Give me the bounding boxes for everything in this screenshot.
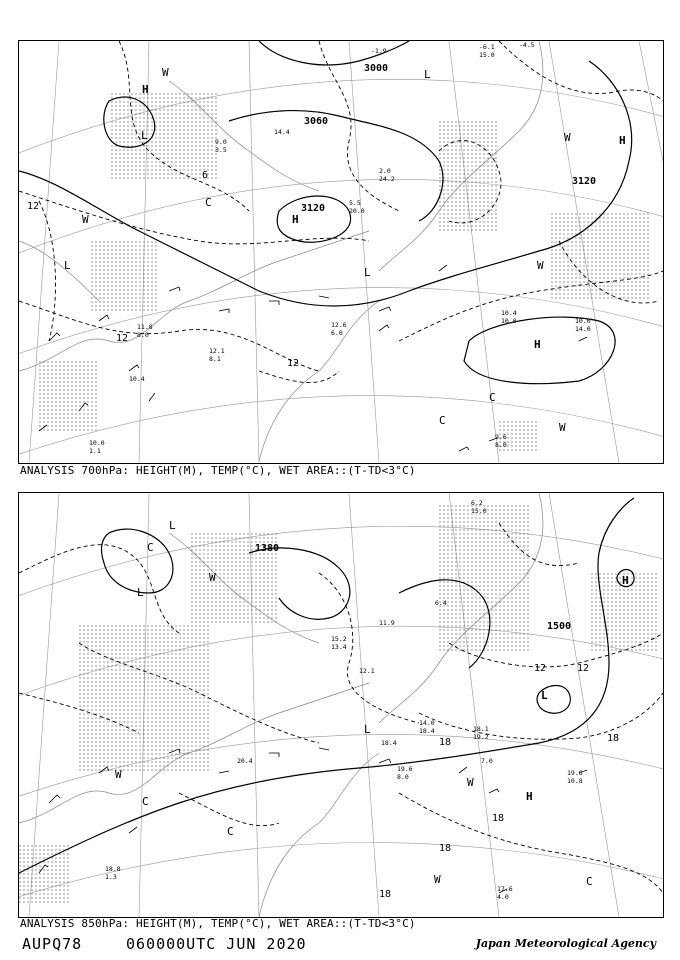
high-mark: H (526, 790, 533, 803)
high-mark: H (534, 338, 541, 351)
station-value: 17.6 (497, 885, 513, 893)
station-value: 12.1 (209, 347, 225, 355)
low-mark: L (137, 586, 144, 599)
warm-mark: W (537, 259, 544, 272)
warm-mark: W (162, 66, 169, 79)
warm-mark: W (82, 213, 89, 226)
wet-area (39, 91, 649, 451)
station-value: 12.1 (359, 667, 375, 675)
warm-mark: W (564, 131, 571, 144)
station-value: 8.0 (397, 773, 409, 781)
temp-label: 12 (116, 333, 129, 344)
temp-label: 18 (492, 813, 505, 824)
caption-700hpa: ANALYSIS 700hPa: HEIGHT(M), TEMP(°C), WET AREA::(T-TD<3°C) (20, 464, 416, 477)
low-mark: L (541, 689, 548, 702)
cold-mark: C (205, 196, 212, 209)
low-mark: L (141, 129, 148, 142)
low-mark: L (64, 259, 71, 272)
map-850hpa (18, 492, 664, 918)
station-value: -4.5 (519, 41, 535, 49)
station-value: 10.8 (567, 777, 583, 785)
cold-mark: C (227, 825, 234, 838)
map-700hpa (18, 40, 664, 464)
cold-mark: C (586, 875, 593, 888)
high-mark: H (622, 574, 629, 587)
low-mark: L (424, 68, 431, 81)
station-value: 2.0 (379, 167, 391, 175)
station-value: 14.4 (274, 128, 290, 136)
station-value: 19.6 (567, 769, 583, 777)
station-value: 8.1 (209, 355, 221, 363)
station-value: 8.0 (495, 441, 507, 449)
station-value: 10.0 (89, 439, 105, 447)
high-mark: H (142, 83, 149, 96)
warm-mark: W (467, 776, 474, 789)
cold-mark: C (489, 391, 496, 404)
station-value: 4.0 (497, 893, 509, 901)
station-value: 6.0 (331, 329, 343, 337)
station-value: 18.4 (419, 727, 435, 735)
station-value: 15.2 (331, 635, 347, 643)
station-value: 19.2 (473, 733, 489, 741)
station-value: 12.6 (331, 321, 347, 329)
station-value: 15.0 (471, 507, 487, 515)
station-value: 18.4 (381, 739, 397, 747)
map-700hpa-drawing (19, 41, 663, 463)
temp-label: 18 (607, 733, 620, 744)
station-value: 10.4 (501, 309, 517, 317)
height-label: 3120 (572, 176, 597, 187)
station-value: 9.6 (495, 433, 507, 441)
station-value: 20.4 (237, 757, 253, 765)
temp-label: 6 (202, 170, 209, 181)
station-value: 10.4 (129, 375, 145, 383)
temp-label: 12 (534, 663, 547, 674)
station-value: 19.6 (397, 765, 413, 773)
high-mark: H (619, 134, 626, 147)
temp-label: 18 (439, 737, 452, 748)
station-value: 7.0 (481, 757, 493, 765)
temp-label: 12 (27, 201, 40, 212)
agency-name: Japan Meteorological Agency (475, 937, 656, 950)
station-value: 11.8 (137, 323, 153, 331)
station-value: -1.9 (371, 47, 387, 55)
low-mark: L (364, 723, 371, 736)
height-label: 3060 (304, 116, 329, 127)
cold-mark: C (439, 414, 446, 427)
station-value: -6.1 (479, 43, 495, 51)
warm-mark: W (115, 768, 122, 781)
warm-mark: W (559, 421, 566, 434)
station-value: 13.4 (331, 643, 347, 651)
station-value: 10.0 (501, 317, 517, 325)
height-label: 1380 (255, 543, 280, 554)
station-value: 5.5 (349, 199, 361, 207)
station-value: 6.2 (471, 499, 483, 507)
height-label: 3000 (364, 63, 389, 74)
station-value: 15.0 (479, 51, 495, 59)
bulletin-code: AUPQ78 (22, 935, 83, 953)
station-value: 18.1 (473, 725, 489, 733)
station-value: 20.0 (349, 207, 365, 215)
station-value: 14.0 (575, 325, 591, 333)
station-value: 24.2 (379, 175, 395, 183)
station-value: 9.0 (215, 138, 227, 146)
warm-mark: W (209, 571, 216, 584)
station-value: 14.0 (419, 719, 435, 727)
station-value: 1.3 (105, 873, 117, 881)
high-mark: H (292, 213, 299, 226)
low-mark: L (169, 519, 176, 532)
valid-time: 060000UTC JUN 2020 (126, 935, 307, 953)
temp-label: 12 (577, 663, 590, 674)
map-850hpa-drawing (19, 493, 663, 917)
temp-label: 12 (287, 358, 300, 369)
station-value: 18.8 (105, 865, 121, 873)
temp-label: 18 (439, 843, 452, 854)
station-value: 6.4 (435, 599, 447, 607)
height-label: 3120 (301, 203, 326, 214)
temp-label: 18 (379, 889, 392, 900)
cold-mark: C (147, 541, 154, 554)
station-value: 10.0 (575, 317, 591, 325)
station-value: 3.5 (215, 146, 227, 154)
warm-mark: W (434, 873, 441, 886)
station-value: 8.0 (137, 331, 149, 339)
caption-850hpa: ANALYSIS 850hPa: HEIGHT(M), TEMP(°C), WET AREA::(T-TD<3°C) (20, 917, 416, 930)
station-value: 11.9 (379, 619, 395, 627)
height-label: 1500 (547, 621, 572, 632)
station-value: 1.1 (89, 447, 101, 455)
cold-mark: C (142, 795, 149, 808)
low-mark: L (364, 266, 371, 279)
